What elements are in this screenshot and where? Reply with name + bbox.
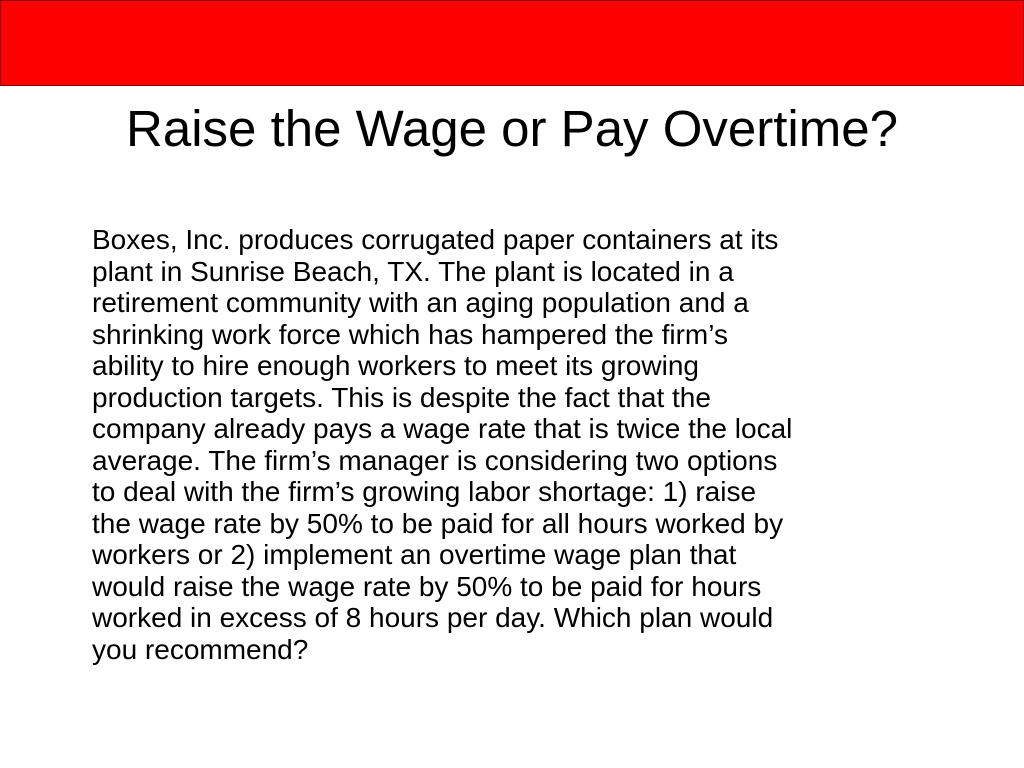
top-banner: [0, 0, 1024, 86]
slide-body-text: Boxes, Inc. produces corrugated paper containers at its plant in Sunrise Beach, TX. The plant is located in a retirement community with an aging population and a shrinking work force which has hampered the firm’s ability to hire enough workers to meet its growing production targets. This is despite the fact that the company already pays a wage rate that is twice the local average. The firm’s manager is considering two options to deal with the firm’s growing labor shortage: 1) raise the wage rate by 50% to be paid for all hours worked by workers or 2) implement an overtime wage plan that would raise the wage rate by 50% to be paid for hours worked in excess of 8 hours per day. Which plan would you recommend?: [92, 224, 793, 665]
slide-title: Raise the Wage or Pay Overtime?: [126, 100, 898, 157]
